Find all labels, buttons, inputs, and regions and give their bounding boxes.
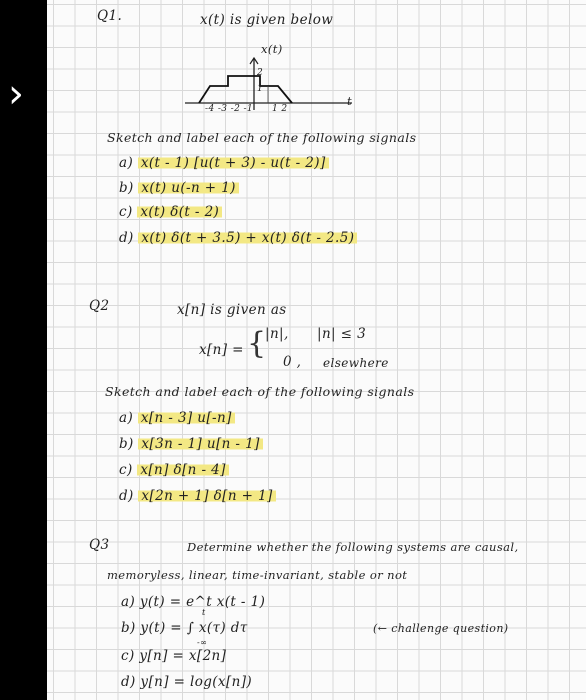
- q1-axis-t-label: t: [347, 94, 353, 108]
- q1-part-a-label: a): [119, 155, 134, 171]
- q2-instruction: Sketch and label each of the following signals: [105, 384, 415, 399]
- q2-number: Q2: [89, 298, 110, 314]
- q3-part-d-label: d): [121, 674, 136, 690]
- q2-case1-condition: |n| ≤ 3: [317, 326, 367, 342]
- q1-tick-2: 2: [257, 68, 264, 78]
- chevron-right-icon[interactable]: ›: [8, 71, 24, 117]
- q1-ticks-positive: 1 2: [272, 104, 288, 114]
- q1-part-b-label: b): [119, 180, 134, 196]
- q3-line1: Determine whether the following systems are causal,: [187, 540, 519, 554]
- q3-part-c-label: c): [121, 648, 135, 664]
- q2-part-a: [119, 410, 235, 426]
- q3-part-b-label: b): [121, 620, 136, 636]
- q1-part-d-expr: x(t) δ(t + 3.5) + x(t) δ(t - 2.5): [138, 230, 357, 246]
- q3-challenge-note: (← challenge question): [373, 622, 509, 635]
- q2-part-d: [119, 488, 276, 504]
- q1-part-c: [119, 204, 222, 220]
- q2-part-c: [119, 462, 229, 478]
- q3-part-a-expr: y(t) = e^t x(t - 1): [139, 594, 266, 610]
- q2-part-d-label: d): [119, 488, 134, 504]
- viewer-sidebar: [0, 0, 47, 700]
- q2-case1-value: |n|,: [265, 326, 289, 342]
- q3-part-c-expr: y[n] = x[2n]: [139, 648, 227, 664]
- q3-part-c: [121, 648, 226, 664]
- q3-number: Q3: [89, 537, 110, 553]
- q2-part-b: [119, 436, 263, 452]
- q1-intro: x(t) is given below: [200, 12, 334, 28]
- q1-part-c-label: c): [119, 204, 133, 220]
- q2-part-a-expr: x[n - 3] u[-n]: [138, 410, 235, 426]
- q3-integral-upper: t: [202, 608, 206, 617]
- q2-part-c-expr: x[n] δ[n - 4]: [137, 462, 228, 478]
- q2-case2-value: 0 ,: [283, 354, 302, 370]
- q1-part-b: [119, 180, 239, 196]
- q1-part-a: [119, 155, 329, 171]
- q2-part-b-label: b): [119, 436, 134, 452]
- q2-brace-icon: {: [247, 326, 267, 361]
- q1-instruction: Sketch and label each of the following signals: [107, 130, 417, 145]
- q1-ticks-negative: -4 -3 -2 -1: [205, 104, 254, 114]
- q3-part-d-expr: y[n] = log(x[n]): [140, 674, 253, 690]
- q1-tick-1: 1: [257, 84, 264, 94]
- q2-intro: x[n] is given as: [177, 302, 287, 318]
- q1-graph-label: x(t): [261, 42, 283, 56]
- q1-part-d-label: d): [119, 230, 134, 246]
- q2-part-c-label: c): [119, 462, 133, 478]
- q3-part-a-label: a): [121, 594, 136, 610]
- q3-part-d: [121, 674, 252, 690]
- q1-number: Q1.: [97, 8, 123, 24]
- q2-part-b-expr: x[3n - 1] u[n - 1]: [138, 436, 262, 452]
- q3-part-b-expr: y(t) = ∫ x(τ) dτ: [140, 620, 248, 636]
- q1-part-c-expr: x(t) δ(t - 2): [137, 204, 222, 220]
- q2-part-d-expr: x[2n + 1] δ[n + 1]: [138, 488, 275, 504]
- q1-signal-waveform: [199, 76, 292, 103]
- q1-part-d: [119, 230, 357, 246]
- notebook-page: [47, 0, 586, 700]
- q1-part-b-expr: x(t) u(-n + 1): [138, 180, 238, 196]
- q1-part-a-expr: x(t - 1) [u(t + 3) - u(t - 2)]: [138, 155, 329, 171]
- q2-part-a-label: a): [119, 410, 134, 426]
- q2-definition-lhs: x[n] =: [199, 342, 244, 358]
- q3-part-a: [121, 594, 265, 610]
- q3-integral-lower: -∞: [197, 638, 208, 647]
- q2-case2-condition: elsewhere: [323, 356, 389, 370]
- q3-part-b: [121, 620, 248, 636]
- q3-line2: memoryless, linear, time-invariant, stable or not: [107, 568, 408, 582]
